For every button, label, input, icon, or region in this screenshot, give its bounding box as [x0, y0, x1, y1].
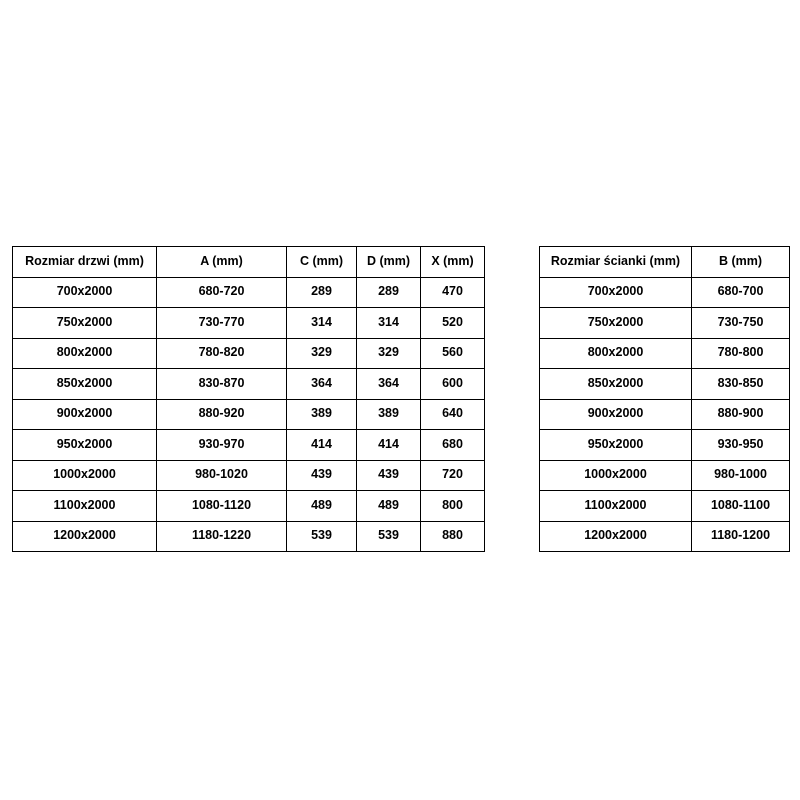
cell-x: 640 — [421, 399, 485, 430]
tables-container — [12, 246, 788, 552]
cell-c: 329 — [287, 338, 357, 369]
cell-c: 539 — [287, 521, 357, 552]
cell-b: 780-800 — [692, 338, 790, 369]
cell-b: 980-1000 — [692, 460, 790, 491]
column-header-x: X (mm) — [421, 247, 485, 278]
cell-d: 439 — [357, 460, 421, 491]
table-row — [13, 308, 485, 339]
table-row — [540, 308, 790, 339]
cell-c: 364 — [287, 369, 357, 400]
table-row — [13, 491, 485, 522]
cell-a: 880-920 — [157, 399, 287, 430]
cell-door-size: 900x2000 — [13, 399, 157, 430]
cell-wall-size: 850x2000 — [540, 369, 692, 400]
table-row — [540, 460, 790, 491]
cell-x: 600 — [421, 369, 485, 400]
cell-door-size: 700x2000 — [13, 277, 157, 308]
cell-wall-size: 1000x2000 — [540, 460, 692, 491]
cell-d: 539 — [357, 521, 421, 552]
cell-b: 880-900 — [692, 399, 790, 430]
table-row — [540, 277, 790, 308]
table-row — [13, 369, 485, 400]
cell-wall-size: 750x2000 — [540, 308, 692, 339]
table-row — [13, 338, 485, 369]
column-header-wall-size: Rozmiar ścianki (mm) — [540, 247, 692, 278]
doors-dimension-table — [12, 246, 485, 552]
cell-door-size: 1000x2000 — [13, 460, 157, 491]
cell-door-size: 750x2000 — [13, 308, 157, 339]
column-header-d: D (mm) — [357, 247, 421, 278]
column-header-b: B (mm) — [692, 247, 790, 278]
cell-wall-size: 700x2000 — [540, 277, 692, 308]
cell-x: 470 — [421, 277, 485, 308]
table-row — [13, 399, 485, 430]
table-row — [540, 399, 790, 430]
cell-c: 289 — [287, 277, 357, 308]
table-header-row — [540, 247, 790, 278]
cell-b: 680-700 — [692, 277, 790, 308]
cell-x: 800 — [421, 491, 485, 522]
table-row — [13, 277, 485, 308]
table-row — [540, 491, 790, 522]
cell-wall-size: 800x2000 — [540, 338, 692, 369]
cell-a: 830-870 — [157, 369, 287, 400]
cell-door-size: 850x2000 — [13, 369, 157, 400]
cell-d: 314 — [357, 308, 421, 339]
table-row — [13, 460, 485, 491]
cell-b: 730-750 — [692, 308, 790, 339]
cell-x: 720 — [421, 460, 485, 491]
cell-door-size: 800x2000 — [13, 338, 157, 369]
cell-c: 414 — [287, 430, 357, 461]
cell-a: 780-820 — [157, 338, 287, 369]
table-row — [540, 430, 790, 461]
cell-wall-size: 1100x2000 — [540, 491, 692, 522]
cell-x: 560 — [421, 338, 485, 369]
column-header-door-size: Rozmiar drzwi (mm) — [13, 247, 157, 278]
cell-x: 880 — [421, 521, 485, 552]
cell-c: 489 — [287, 491, 357, 522]
cell-c: 439 — [287, 460, 357, 491]
cell-b: 1080-1100 — [692, 491, 790, 522]
table-header-row — [13, 247, 485, 278]
cell-x: 680 — [421, 430, 485, 461]
cell-wall-size: 950x2000 — [540, 430, 692, 461]
cell-wall-size: 1200x2000 — [540, 521, 692, 552]
cell-d: 329 — [357, 338, 421, 369]
cell-d: 414 — [357, 430, 421, 461]
cell-b: 830-850 — [692, 369, 790, 400]
cell-d: 364 — [357, 369, 421, 400]
cell-a: 1180-1220 — [157, 521, 287, 552]
cell-d: 289 — [357, 277, 421, 308]
cell-d: 489 — [357, 491, 421, 522]
cell-a: 730-770 — [157, 308, 287, 339]
cell-d: 389 — [357, 399, 421, 430]
walls-dimension-table — [539, 246, 790, 552]
cell-door-size: 1200x2000 — [13, 521, 157, 552]
cell-b: 1180-1200 — [692, 521, 790, 552]
column-header-a: A (mm) — [157, 247, 287, 278]
table-row — [540, 338, 790, 369]
cell-a: 930-970 — [157, 430, 287, 461]
table-row — [13, 521, 485, 552]
cell-a: 680-720 — [157, 277, 287, 308]
cell-a: 980-1020 — [157, 460, 287, 491]
cell-door-size: 950x2000 — [13, 430, 157, 461]
column-header-c: C (mm) — [287, 247, 357, 278]
cell-x: 520 — [421, 308, 485, 339]
table-row — [13, 430, 485, 461]
cell-a: 1080-1120 — [157, 491, 287, 522]
cell-c: 314 — [287, 308, 357, 339]
cell-door-size: 1100x2000 — [13, 491, 157, 522]
cell-c: 389 — [287, 399, 357, 430]
cell-b: 930-950 — [692, 430, 790, 461]
table-row — [540, 521, 790, 552]
cell-wall-size: 900x2000 — [540, 399, 692, 430]
table-row — [540, 369, 790, 400]
